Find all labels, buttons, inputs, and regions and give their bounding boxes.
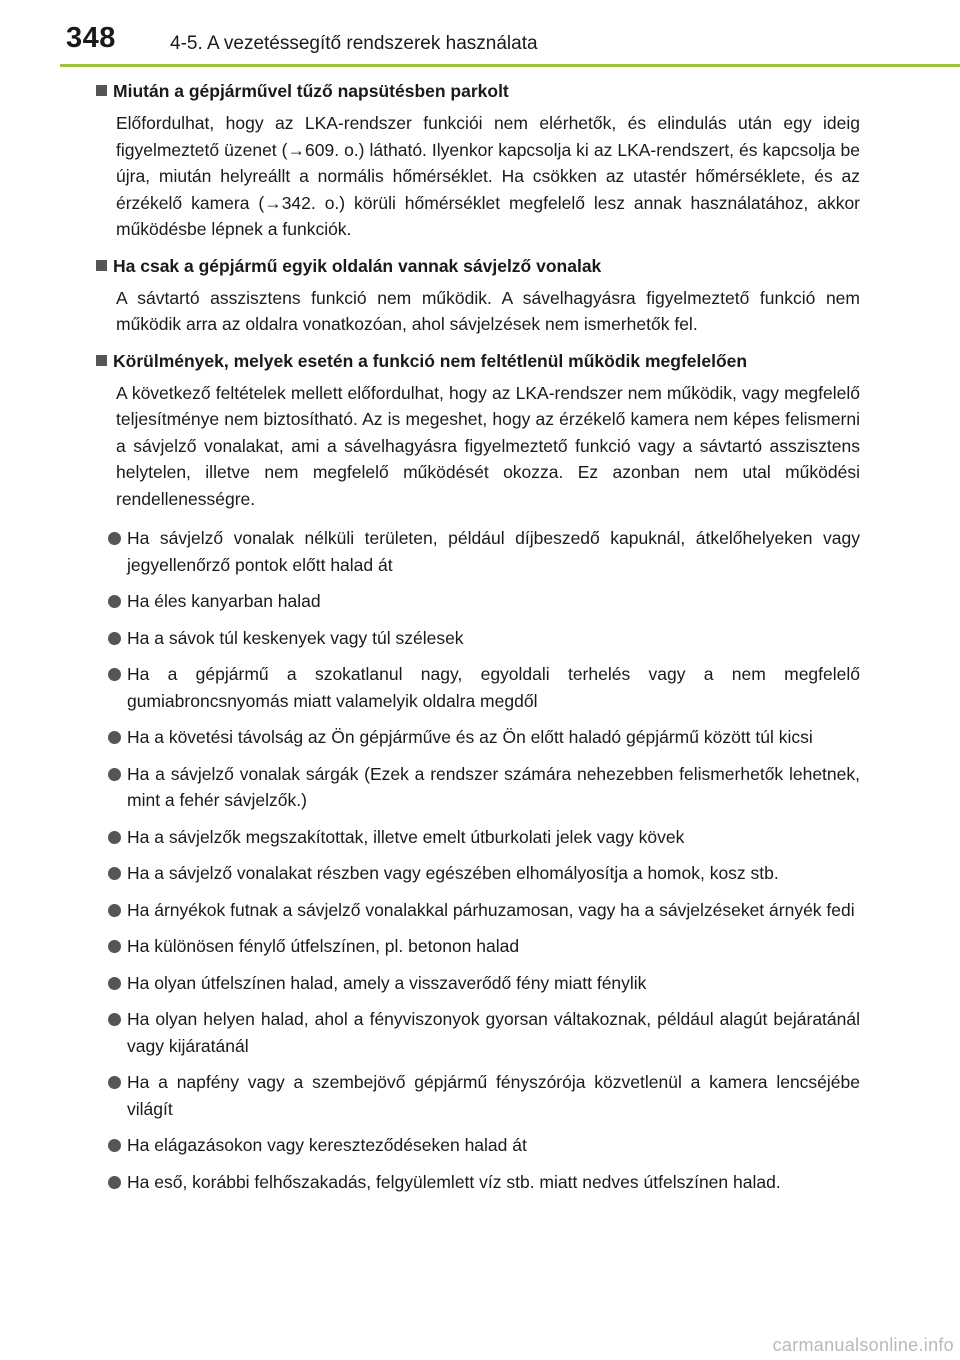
list-item-text: Ha elágazásokon vagy kereszteződéseken halad át [127,1135,527,1155]
round-bullet-icon [108,1013,121,1026]
list-item [96,933,860,960]
list-item-text: Ha eső, korábbi felhőszakadás, felgyülemlett víz stb. miatt nedves útfelszínen halad. [127,1171,781,1192]
section-paragraph: A sávtartó asszisztens funkció nem működik. A sávelhagyásra figyelmeztető funkció nem működik arra az oldalra vonatkozóan, ahol sávjelzések nem ismerhetők fel. [116,287,860,334]
round-bullet-icon [108,632,121,645]
list-item-text: Ha különösen fénylő útfelszínen, pl. betonon halad [127,936,520,956]
list-item [96,525,860,578]
round-bullet-icon [108,1076,121,1089]
list-item [96,860,860,887]
list-item [96,625,860,652]
list-item [96,824,860,851]
round-bullet-icon [108,831,121,844]
header-divider [60,64,960,67]
list-item [96,897,860,924]
round-bullet-icon [108,768,121,781]
round-bullet-icon [108,904,121,917]
round-bullet-icon [108,668,121,681]
list-item-text: Ha olyan útfelszínen halad, amely a visszaverődő fény miatt fénylik [127,972,647,993]
list-item [96,761,860,814]
section-heading [96,79,860,103]
list-item [96,970,860,997]
section-heading-text: Körülmények, melyek esetén a funkció nem feltétlenül működik megfelelően [113,350,748,371]
page-header [0,0,960,66]
list-item-text: Ha olyan helyen halad, ahol a fényviszonyok gyorsan váltakoznak, például alagút bejáratánál vagy kijáratánál [127,1009,860,1056]
list-item-text: Ha a követési távolság az Ön gépjárműve és az Ön előtt haladó gépjármű között túl kicsi [127,727,813,747]
section-heading [96,254,860,278]
section-heading-text: Ha csak a gépjármű egyik oldalán vannak sávjelző vonalak [113,255,602,276]
list-item [96,661,860,714]
section-parked-in-sun [96,79,860,243]
list-item [96,1169,860,1196]
list-item-text: Ha éles kanyarban halad [127,591,321,611]
list-item-text: Ha a sávok túl keskenyek vagy túl szélesek [127,627,464,648]
round-bullet-icon [108,867,121,880]
watermark: carmanualsonline.info [772,1335,954,1355]
round-bullet-icon [108,940,121,953]
list-item [96,1069,860,1122]
list-item [96,1132,860,1159]
square-bullet-icon [96,260,107,271]
list-item-text: Ha sávjelző vonalak nélküli területen, például díjbeszedő kapuknál, átkelőhelyeken vagy jegyellenőrző pontok előtt halad át [127,528,860,575]
round-bullet-icon [108,977,121,990]
round-bullet-icon [108,595,121,608]
page-content [96,76,860,1206]
round-bullet-icon [108,532,121,545]
square-bullet-icon [96,355,107,366]
condition-list [96,525,860,1195]
section-paragraph: Előfordulhat, hogy az LKA-rendszer funkciói nem elérhetők, és elindulás után egy ideig figyelmeztető üzenet (→609. o.) látható. Ilyenkor kapcsolja ki az LKA-rendszert, és kapcsolja be újra, miután helyreállt a normális hőmérséklet. Ha csökken az utastér hőmérséklete, és az érzékelő kamera (→342. o.) körüli hőmérséklet megfelelő lesz annak használatához, akkor működésbe lépnek a funkciók. [116,113,860,239]
section-heading-text: Miután a gépjárművel tűző napsütésben parkolt [113,81,509,101]
list-item-text: Ha a sávjelző vonalakat részben vagy egészében elhomályosítja a homok, kosz stb. [127,863,779,883]
list-item-text: Ha a sávjelző vonalak sárgák (Ezek a rendszer számára nehezebben felismerhetők lehetnek, mint a fehér sávjelzők.) [127,763,860,810]
section-heading [96,349,860,373]
list-item [96,1006,860,1059]
page-number: 348 [66,22,116,54]
chapter-title: 4-5. A vezetéssegítő rendszerek használata [170,33,538,54]
list-item [96,588,860,615]
list-item-text: Ha árnyékok futnak a sávjelző vonalakkal párhuzamosan, vagy ha a sávjelzéseket árnyék fedi [127,899,855,920]
list-item-text: Ha a gépjármű a szokatlanul nagy, egyoldali terhelés vagy a nem megfelelő gumiabroncsnyomás miatt valamelyik oldalra megdől [127,664,860,711]
round-bullet-icon [108,731,121,744]
list-item [96,724,860,751]
section-one-side-lines [96,254,860,338]
list-item-text: Ha a sávjelzők megszakítottak, illetve emelt útburkolati jelek vagy kövek [127,826,685,847]
section-paragraph: A következő feltételek mellett előfordulhat, hogy az LKA-rendszer nem működik, vagy megfelelő teljesítménye nem biztosítható. Az is megeshet, hogy az érzékelő kamera nem képes felismerni a sávjelző vonalakat, ami a sávelhagyásra figyelmeztető funkció vagy a sávtartó asszisztens helytelen, illetve nem megfelelő működését okozza. Ez azonban nem utal működési rendellenességre. [116,382,860,509]
round-bullet-icon [108,1176,121,1189]
list-item-text: Ha a napfény vagy a szembejövő gépjármű fényszórója közvetlenül a kamera lencséjébe világít [127,1072,860,1119]
round-bullet-icon [108,1139,121,1152]
section-conditions [96,349,860,1196]
square-bullet-icon [96,85,107,96]
